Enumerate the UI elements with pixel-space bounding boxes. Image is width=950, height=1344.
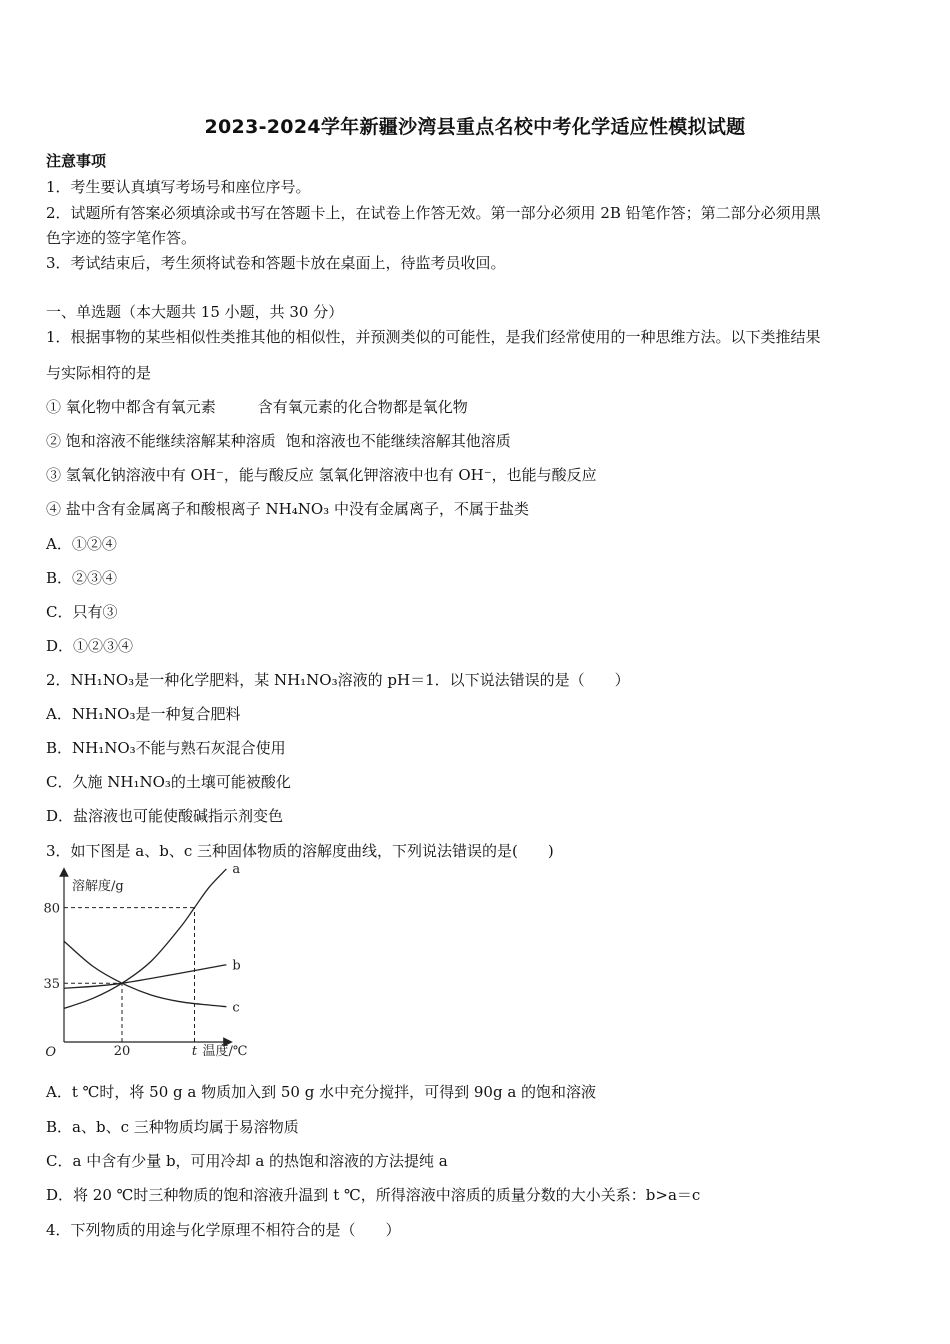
series-b-label: b: [232, 958, 241, 974]
q1-statement-1: [46, 397, 468, 417]
q1-option-d: D．①②③④: [46, 637, 134, 655]
q3-option-d: D．将 20 ℃时三种物质的饱和溶液升温到 t ℃，所得溶液中溶质的质量分数的大小关系：b>a＝c: [46, 1186, 701, 1204]
q1-statement-1-left: ① 氧化物中都含有氧元素: [46, 398, 216, 416]
page-title: 2023-2024学年新疆沙湾县重点名校中考化学适应性模拟试题: [204, 116, 746, 138]
origin-label: O: [45, 1045, 56, 1060]
notice-heading: 注意事项: [46, 152, 107, 170]
y-axis-label: 溶解度/g: [72, 879, 124, 894]
q1-option-c: C．只有③: [46, 603, 118, 621]
q3-option-a: A．t ℃时，将 50 g a 物质加入到 50 g 水中充分搅拌，可得到 90g a 的饱和溶液: [46, 1083, 597, 1101]
notice-item-2: 2．试题所有答案必须填涂或书写在答题卡上，在试卷上作答无效。第一部分必须用 2B 铅笔作答；第二部分必须用黑: [46, 204, 821, 222]
q2-option-c: C．久施 NH₁NO₃的土壤可能被酸化: [46, 773, 291, 791]
q1-stem-line1: 1．根据事物的某些相似性类推其他的相似性，并预测类似的可能性，是我们经常使用的一种思维方法。以下类推结果: [46, 328, 821, 346]
q1-statement-2-right: 饱和溶液也不能继续溶解其他溶质: [285, 432, 511, 450]
q2-option-a: A．NH₁NO₃是一种复合肥料: [46, 705, 241, 723]
notice-item-1: 1．考生要认真填写考场号和座位序号。: [46, 178, 311, 196]
x-axis-label: 温度/℃: [202, 1044, 248, 1059]
q3-stem: 3．如下图是 a、b、c 三种固体物质的溶解度曲线，下列说法错误的是( ): [46, 842, 554, 860]
series-c-label: c: [232, 1000, 240, 1016]
x-tick-label-t: t: [191, 1044, 198, 1059]
y-tick-label-80: 80: [43, 901, 60, 917]
q1-statement-2: [46, 431, 511, 451]
section-heading: 一、单选题（本大题共 15 小题，共 30 分）: [46, 303, 344, 321]
x-tick-label-20: 20: [113, 1044, 131, 1059]
q2-option-b: B．NH₁NO₃不能与熟石灰混合使用: [46, 739, 286, 757]
q3-option-b: B．a、b、c 三种物质均属于易溶物质: [46, 1118, 299, 1136]
q2-stem: 2．NH₁NO₃是一种化学肥料，某 NH₁NO₃溶液的 pH＝1．以下说法错误的是（ ）: [46, 671, 630, 689]
y-tick-label-35: 35: [43, 977, 60, 993]
q1-statement-1-right: 含有氧元素的化合物都是氧化物: [257, 398, 468, 416]
q1-option-b: B．②③④: [46, 569, 118, 587]
q2-option-d: D．盐溶液也可能使酸碱指示剂变色: [46, 807, 284, 825]
q4-stem: 4．下列物质的用途与化学原理不相符合的是（ ）: [46, 1221, 401, 1239]
series-a-label: a: [232, 866, 241, 877]
q1-option-a: A．①②④: [46, 535, 117, 553]
q1-statement-4: ④ 盐中含有金属离子和酸根离子 NH₄NO₃ 中没有金属离子，不属于盐类: [46, 500, 529, 518]
series-b-line: [64, 965, 226, 989]
series-c-line: [64, 941, 226, 1007]
notice-item-3: 3．考试结束后，考生须将试卷和答题卡放在桌面上，待监考员收回。: [46, 254, 506, 272]
q1-statement-3: ③ 氢氧化钠溶液中有 OH⁻，能与酸反应 氢氧化钾溶液中也有 OH⁻，也能与酸反应: [46, 466, 597, 484]
q3-option-c: C．a 中含有少量 b，可用冷却 a 的热饱和溶液的方法提纯 a: [46, 1152, 448, 1170]
q1-statement-2-left: ② 饱和溶液不能继续溶解某种溶质: [46, 432, 276, 450]
solubility-chart: [38, 866, 268, 1066]
notice-item-2-cont: 色字迹的签字笔作答。: [46, 229, 197, 247]
q1-stem-line2: 与实际相符的是: [46, 364, 152, 382]
